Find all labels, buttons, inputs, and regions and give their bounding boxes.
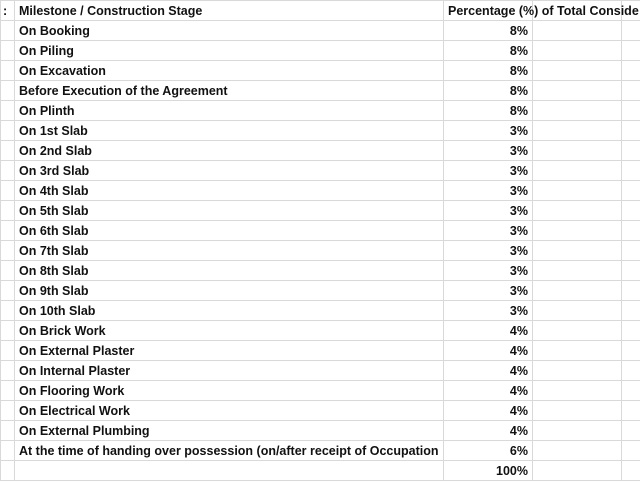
row-cell-milestone[interactable]: On 9th Slab [15,281,444,301]
table-row [1,321,640,341]
row-cell-empty[interactable] [533,301,622,321]
row-cell-col0[interactable] [1,221,15,241]
row-cell-percentage[interactable]: 8% [444,61,533,81]
row-cell-empty[interactable] [622,321,640,341]
row-cell-empty[interactable] [622,281,640,301]
row-cell-empty[interactable] [533,121,622,141]
row-cell-col0[interactable] [1,321,15,341]
row-cell-percentage[interactable]: 3% [444,241,533,261]
table-row [1,441,640,461]
row-cell-col0[interactable] [1,41,15,61]
row-cell-empty[interactable] [622,181,640,201]
row-cell-milestone[interactable]: On Piling [15,41,444,61]
row-cell-col0[interactable] [1,461,15,481]
table-row [1,221,640,241]
row-cell-empty[interactable] [533,421,622,441]
table-row [1,141,640,161]
row-cell-col0[interactable] [1,21,15,41]
row-cell-empty[interactable] [533,341,622,361]
row-cell-empty[interactable] [622,401,640,421]
row-cell-col0[interactable] [1,301,15,321]
table-row [1,341,640,361]
row-cell-empty[interactable] [622,41,640,61]
row-cell-empty[interactable] [622,21,640,41]
row-cell-milestone[interactable]: On External Plaster [15,341,444,361]
row-cell-empty[interactable] [622,261,640,281]
row-cell-empty[interactable] [533,361,622,381]
row-cell-empty[interactable] [533,181,622,201]
row-cell-empty[interactable] [622,361,640,381]
table-row [1,161,640,181]
row-cell-col0[interactable] [1,381,15,401]
row-cell-percentage[interactable]: 3% [444,221,533,241]
table-row [1,21,640,41]
row-cell-percentage[interactable]: 3% [444,201,533,221]
row-cell-empty[interactable] [533,201,622,221]
row-cell-empty[interactable] [533,41,622,61]
table-row [1,281,640,301]
table-row [1,241,640,261]
row-cell-percentage[interactable]: 3% [444,161,533,181]
row-cell-empty[interactable] [533,241,622,261]
row-cell-empty[interactable] [533,161,622,181]
row-cell-col0[interactable] [1,241,15,261]
row-cell-milestone[interactable]: On Internal Plaster [15,361,444,381]
row-cell-percentage[interactable]: 3% [444,141,533,161]
row-cell-percentage[interactable]: 3% [444,261,533,281]
row-cell-empty[interactable] [622,301,640,321]
row-cell-empty[interactable] [622,441,640,461]
row-cell-milestone[interactable]: On 10th Slab [15,301,444,321]
table-row [1,301,640,321]
row-cell-empty[interactable] [533,401,622,421]
row-cell-empty[interactable] [533,321,622,341]
row-cell-empty[interactable] [533,381,622,401]
row-cell-col0[interactable] [1,401,15,421]
table-row [1,381,640,401]
table-row [1,101,640,121]
table-row [1,401,640,421]
row-cell-empty[interactable] [622,241,640,261]
row-cell-milestone[interactable]: On Excavation [15,61,444,81]
row-cell-milestone[interactable]: On 2nd Slab [15,141,444,161]
row-cell-percentage[interactable]: 4% [444,401,533,421]
row-cell-empty[interactable] [622,221,640,241]
row-cell-empty[interactable] [533,221,622,241]
row-cell-col0[interactable] [1,361,15,381]
row-cell-empty[interactable] [622,121,640,141]
row-cell-empty[interactable] [622,101,640,121]
row-cell-milestone[interactable]: On Booking [15,21,444,41]
row-cell-milestone[interactable]: On Electrical Work [15,401,444,421]
row-cell-empty[interactable] [533,101,622,121]
row-cell-empty[interactable] [622,161,640,181]
row-cell-empty[interactable] [533,61,622,81]
row-cell-milestone[interactable] [15,461,444,481]
table-row [1,181,640,201]
row-cell-percentage[interactable]: 4% [444,381,533,401]
row-cell-milestone[interactable]: On 3rd Slab [15,161,444,181]
row-cell-empty[interactable] [622,421,640,441]
row-cell-empty[interactable] [622,341,640,361]
row-cell-col0[interactable] [1,281,15,301]
row-cell-milestone[interactable]: On Brick Work [15,321,444,341]
row-cell-col0[interactable] [1,141,15,161]
row-cell-empty[interactable] [533,461,622,481]
row-cell-milestone[interactable]: On 8th Slab [15,261,444,281]
row-cell-milestone[interactable]: On 6th Slab [15,221,444,241]
table-row [1,201,640,221]
row-cell-percentage[interactable]: 6% [444,441,533,461]
row-cell-milestone[interactable]: On External Plumbing [15,421,444,441]
row-cell-col0[interactable] [1,261,15,281]
row-cell-empty[interactable] [622,201,640,221]
row-cell-percentage[interactable]: 4% [444,421,533,441]
row-cell-percentage[interactable]: 3% [444,281,533,301]
row-cell-empty[interactable] [533,441,622,461]
row-cell-col0[interactable] [1,181,15,201]
row-cell-col0[interactable] [1,101,15,121]
row-cell-milestone[interactable]: On 7th Slab [15,241,444,261]
row-cell-percentage[interactable]: 8% [444,41,533,61]
row-cell-empty[interactable] [622,61,640,81]
row-cell-col0[interactable] [1,61,15,81]
header-cell-percentage[interactable]: Percentage (%) of Total Conside [444,1,533,21]
row-cell-milestone[interactable]: On 1st Slab [15,121,444,141]
table-row [1,41,640,61]
row-cell-col0[interactable] [1,161,15,181]
header-cell-milestone[interactable]: Milestone / Construction Stage [15,1,444,21]
row-cell-empty[interactable] [533,281,622,301]
header-row [1,1,640,21]
row-cell-milestone[interactable]: On Flooring Work [15,381,444,401]
row-cell-empty[interactable] [533,81,622,101]
row-cell-milestone[interactable]: At the time of handing over possession (on/after receipt of Occupation [15,441,444,461]
table-row [1,461,640,481]
row-cell-milestone[interactable]: On 4th Slab [15,181,444,201]
row-cell-percentage[interactable]: 3% [444,121,533,141]
row-cell-percentage[interactable]: 4% [444,341,533,361]
row-cell-percentage[interactable]: 8% [444,81,533,101]
row-cell-percentage[interactable]: 4% [444,321,533,341]
table-row [1,261,640,281]
row-cell-col0[interactable] [1,421,15,441]
table-row [1,61,640,81]
row-cell-col0[interactable] [1,81,15,101]
row-cell-col0[interactable] [1,441,15,461]
row-cell-empty[interactable] [622,381,640,401]
row-cell-empty[interactable] [622,81,640,101]
row-cell-percentage[interactable]: 3% [444,181,533,201]
row-cell-empty[interactable] [533,141,622,161]
row-cell-empty[interactable] [622,141,640,161]
table-row [1,81,640,101]
row-cell-col0[interactable] [1,341,15,361]
row-cell-milestone[interactable]: Before Execution of the Agreement [15,81,444,101]
row-cell-empty[interactable] [622,461,640,481]
table-row [1,421,640,441]
table-row [1,361,640,381]
row-cell-percentage[interactable]: 100% [444,461,533,481]
table-row [1,121,640,141]
row-cell-percentage[interactable]: 4% [444,361,533,381]
row-cell-milestone[interactable]: On 5th Slab [15,201,444,221]
row-cell-percentage[interactable]: 8% [444,101,533,121]
header-cell-col0[interactable]: : [1,1,15,21]
row-cell-milestone[interactable]: On Plinth [15,101,444,121]
row-cell-col0[interactable] [1,201,15,221]
row-cell-empty[interactable] [533,21,622,41]
row-cell-percentage[interactable]: 8% [444,21,533,41]
row-cell-percentage[interactable]: 3% [444,301,533,321]
row-cell-empty[interactable] [533,261,622,281]
row-cell-col0[interactable] [1,121,15,141]
